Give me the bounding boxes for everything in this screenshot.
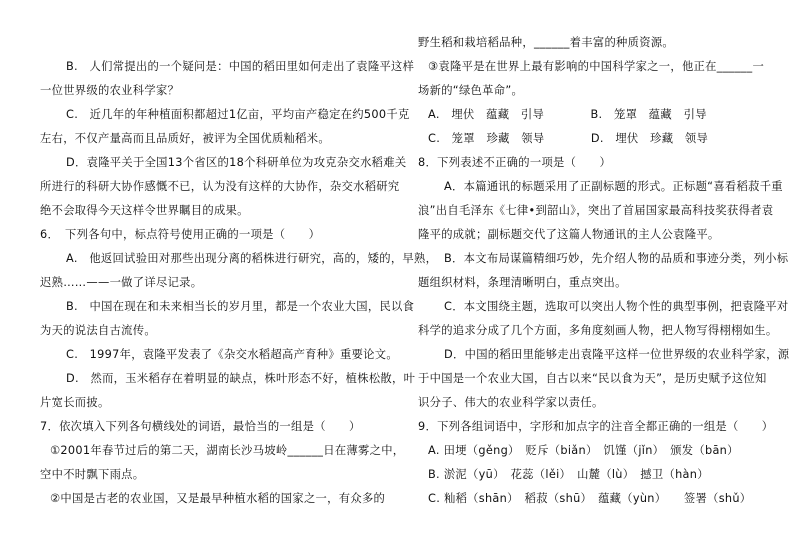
- question-6-option-a-line-2: 迟熟……——一做了详尽记录。: [40, 276, 203, 289]
- question-9-option-b: B. 淤泥（yū） 花蕊（lěi） 山麓（lù） 撼卫（hàn）: [428, 468, 709, 481]
- right-column: [418, 0, 790, 560]
- question-7-sentence-1-line-1: ①2001年春节过后的第二天，湖南长沙马坡岭______日在薄雾之中，: [50, 444, 405, 457]
- question-9-option-a: A. 田埂（gěng） 贬斥（biǎn） 饥馑（jǐn） 颁发（bān）: [428, 444, 739, 457]
- question-5-option-d-line-1: D．袁隆平关于全国13个省区的18个科研单位为攻克杂交水稻难关: [66, 156, 407, 169]
- question-8-option-a-line-1: A．本篇通讯的标题采用了正副标题的形式。正标题“喜看稻菽千重: [444, 180, 783, 193]
- question-6-option-d-line-2: 片宽长而披。: [40, 396, 110, 409]
- question-5-option-b-line-1: B. 人们常提出的一个疑问是：中国的稻田里如何走出了袁隆平这样: [66, 60, 415, 73]
- question-9-stem: 9．下列各组词语中，字形和加点字的注音全都正确的一组是（ ）: [418, 420, 774, 433]
- question-5-option-c-line-1: C. 近几年的年种植面积都超过1亿亩，平均亩产稳定在约500千克: [66, 108, 410, 121]
- question-5-option-c-line-2: 左右，不仅产量高而且品质好，被评为全国优质籼稻米。: [40, 132, 330, 145]
- question-8-option-d-line-1: D．中国的稻田里能够走出袁隆平这样一位世界级的农业科学家，源: [444, 348, 790, 361]
- question-7-sentence-3-line-2: 场新的“绿色革命”。: [418, 84, 524, 97]
- question-5-option-b-line-2: 一位世界级的农业科学家？: [40, 84, 180, 97]
- question-8-option-d-line-3: 识分子、伟大的农业科学家以责任。: [418, 396, 604, 409]
- left-column: [40, 0, 438, 560]
- question-8-option-b-line-2: 题组织材料，条理清晰明白，重点突出。: [418, 276, 627, 289]
- question-6-option-b-line-2: 为天的说法自古流传。: [40, 324, 156, 337]
- question-6-option-d-line-1: D. 然而，玉米稻存在着明显的缺点，株叶形态不好，植株松散，叶: [66, 372, 416, 385]
- question-9-option-c: C. 籼稻（shān） 稻菽（shū） 蕴藏（yùn） 签署（shǔ）: [428, 492, 752, 505]
- question-6-stem: 6． 下列各句中，标点符号使用正确的一项是（ ）: [40, 228, 321, 241]
- question-7-sentence-1-line-2: 空中不时飘下雨点。: [40, 468, 145, 481]
- question-8-option-c-line-1: C．本文围绕主题，选取可以突出人物个性的典型事例，把袁隆平对: [444, 300, 789, 313]
- question-7-sentence-2-line-2: 野生稻和栽培稻品种，______着丰富的种质资源。: [418, 36, 675, 49]
- question-8-option-d-line-2: 于中国是一个农业大国，自古以来“民以食为天”，是历史赋予这位知: [418, 372, 767, 385]
- question-6-option-a-line-1: A. 他返回试验田对那些出现分离的稻株进行研究，高的，矮的，早熟，: [66, 252, 438, 265]
- question-7-sentence-3-line-1: ③袁隆平是在世界上最有影响的中国科学家之一，他正在______一: [428, 60, 765, 73]
- question-6-option-b-line-1: B. 中国在现在和未来相当长的岁月里，都是一个农业大国，民以食: [66, 300, 415, 313]
- question-7-options-a-b: A. 埋伏 蕴藏 引导 B. 笼罩 蕴藏 引导: [428, 108, 707, 121]
- question-7-stem: 7．依次填入下列各句横线处的词语，最恰当的一组是（ ）: [40, 420, 361, 433]
- question-6-option-c: C. 1997年，袁隆平发表了《杂交水稻超高产育种》重要论文。: [66, 348, 398, 361]
- question-8-option-a-line-3: 隆平的成就；副标题交代了这篇人物通讯的主人公袁隆平。: [418, 228, 720, 241]
- question-7-sentence-2-line-1: ②中国是古老的农业国，又是最早种植水稻的国家之一，有众多的: [50, 492, 386, 505]
- question-5-option-d-line-2: 所进行的科研大协作感慨不已，认为没有这样的大协作，杂交水稻研究: [40, 180, 400, 193]
- question-8-option-c-line-2: 科学的追求分成了几个方面，多角度刻画人物，把人物写得栩栩如生。: [418, 324, 778, 337]
- question-7-options-c-d: C. 笼罩 珍藏 领导 D. 埋伏 珍藏 领导: [428, 132, 709, 145]
- question-8-option-b-line-1: B．本文布局谋篇精细巧妙，先介绍人物的品质和事迹分类，列小标: [444, 252, 789, 265]
- question-8-option-a-line-2: 浪”出自毛泽东《七律•到韶山》，突出了首届国家最高科技奖获得者袁: [418, 204, 774, 217]
- question-5-option-d-line-3: 绝不会取得今天这样令世界瞩目的成果。: [40, 204, 249, 217]
- question-8-stem: 8．下列表述不正确的一项是（ ）: [418, 156, 612, 169]
